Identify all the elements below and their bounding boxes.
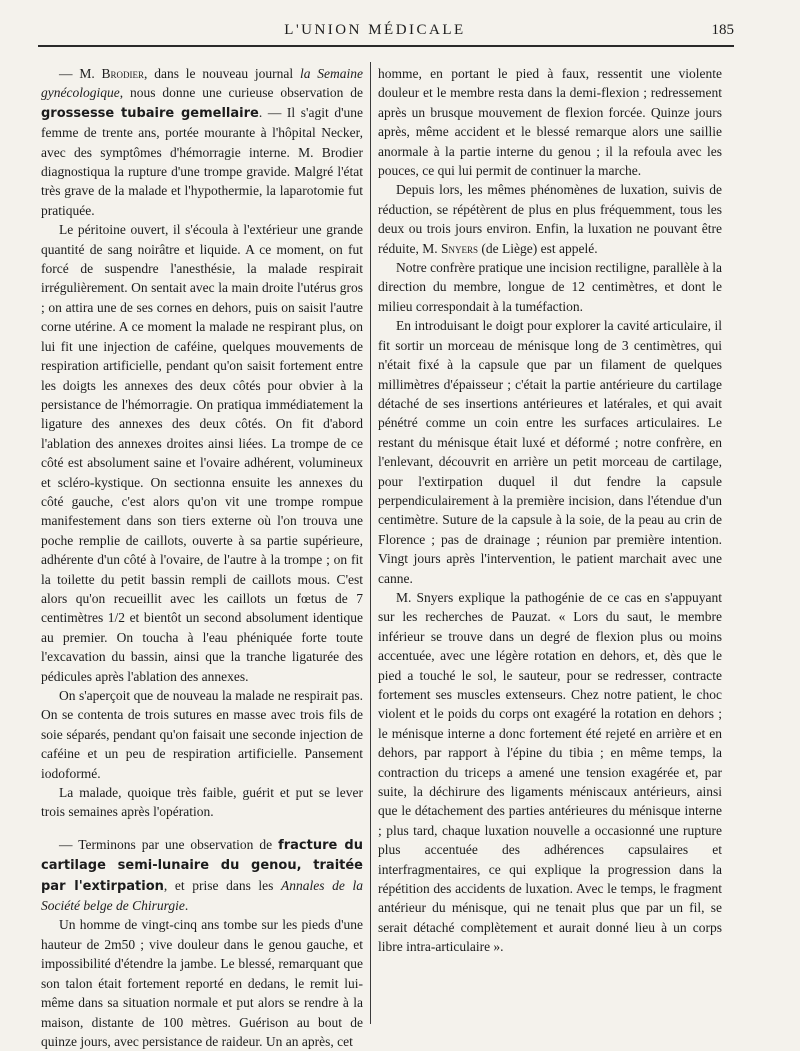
header-rule bbox=[38, 45, 734, 47]
paragraph-respiration: On s'aperçoit que de nouveau la malade ne respirait pas. On se contenta de trois sutures en masse avec trois fils de soie séparés, pendant qu'on faisait une seconde injection de caféine et un peu de respiration artificielle. Pansement iodoformé. bbox=[41, 688, 363, 781]
text-run: Depuis lors, les mêmes phénomènes de luxation, suivis de réduction, se répétèrent de plus en plus fréquemment, tous les deux ou trois jours environ. Enfin, la luxation ne pouvant être réduite, M. bbox=[378, 182, 722, 256]
paragraph-luxation bbox=[378, 180, 722, 258]
right-column bbox=[378, 64, 722, 957]
author-name: Snyers bbox=[441, 240, 479, 256]
page-header bbox=[38, 18, 734, 48]
paragraph-fracture-intro bbox=[41, 835, 363, 916]
article-topic: grossesse tubaire gemellaire bbox=[41, 105, 259, 121]
text-run: . bbox=[184, 898, 189, 914]
paragraph-case-history: Un homme de vingt-cinq ans tombe sur les pieds d'une hauteur de 2m50 ; vive douleur dans le genou gauche, et impossibilité d'étendre la jambe. Le blessé, remarquant que son talon était fortement reporté en dedans, le remit lui-même dans sa situation normale et put alors se rendre à la maison, distante de 100 mètres. Guérison au bout de quinze jours, avec persistance de raideur. Un an après, cet bbox=[41, 917, 363, 1049]
article-topic: fracture du cartilage semi-lunaire du genou, traitée par l'extirpation bbox=[41, 837, 363, 894]
left-column bbox=[41, 64, 363, 1051]
text-run: , nous donne une curieuse observation de bbox=[119, 85, 363, 101]
text-run: — M. bbox=[59, 66, 102, 81]
text-run: (de Liège) est appelé. bbox=[478, 240, 598, 256]
spacer bbox=[41, 822, 363, 835]
paragraph-continuation: homme, en portant le pied à faux, ressentit une violente douleur et le membre resta dans la demi-flexion ; redressement après un brusque mouvement de flexion forcée. Quinze jours après, même accident et le blessé remarque alors une saillie anormale à la partie interne du genou ; il la refoula avec les pouces, ce qui lui permit de continuer la marche. bbox=[378, 66, 722, 179]
paragraph-peritoine: Le péritoine ouvert, il s'écoula à l'extérieur une grande quantité de sang noirâtre et liquide. A ce moment, on fut forcé de suspendre l'anesthésie, la malade respirait irrégulièrement. On sentait avec la main droite l'utérus gros ; on attira une de ses cornes en dehors, puis on saisit l'autre corne utérine. A ce moment la malade ne respirant plus, on lui fit une injection de caféine, quelques mouvements de respiration artificielle, pendant qu'on saisit fortement entre les doigts les annexes des deux côtés pour obvier à la persistance de l'hémorragie. On pratiqua immédiatement la ligature des annexes des deux côtés. On fit d'abord l'ablation des annexes droites ainsi liées. La trompe de ce côté est absolument saine et l'ovaire adhérent, volumineux et scléro-kystique. On sectionna ensuite les annexes du côté gauche, c'est alors qu'on vit une trompe rompue manifestement dans son tiers externe où l'on trouva une poche remplie de caillots, ouverte à sa partie supérieure, adhérente d'un côté à l'ovaire, de l'autre à la trompe ; on fit la toilette du petit bassin rempli de caillots mous. C'est alors qu'on recueillit avec les caillots un fœtus de 7 centimètres 1/2 et bientôt un second absolument identique au premier. On toucha à l'eau phéniquée forte toute l'excavation du bassin, ainsi que la tranche ligaturée des pédicules après l'ablation des annexes. bbox=[41, 222, 363, 684]
text-run: , et prise dans les bbox=[163, 877, 282, 893]
paragraph-menisque: En introduisant le doigt pour explorer la cavité articulaire, il fit sortir un morceau de ménisque long de 3 centimètres, qui n'était fixé à la capsule que par un filament de quelques millimètres d'épaisseur ; c'était la partie antérieure du cartilage détaché de ses insertions antérieures et latérales, et qui avait pénétré comme un coin entre les surfaces articulaires. Le restant du ménisque était luxé et déformé ; notre confrère, en l'enlevant, découvrit en arrière un petit morceau de cartilage, pour l'extirpation duquel il dut fendre la capsule perpendiculairement à la première incision, dans l'étendue d'un centimètre. Suture de la capsule à la soie, de la peau au crin de Florence ; pas de drainage ; réunion par première intention. Vingt jours après l'intervention, le patient marchait avec une canne. bbox=[378, 318, 722, 586]
journal-title: la Semaine gynécologique bbox=[41, 66, 363, 101]
text-run: — Terminons par une observation de bbox=[59, 836, 279, 852]
running-title: L'UNION MÉDICALE bbox=[284, 22, 466, 38]
source-title: Annales de la Société belge de Chirurgie bbox=[41, 877, 363, 914]
text-run: . — Il s'agit d'une femme de trente ans, portée mourante à l'hôpital Necker, avec des symptômes d'hémorragie interne. M. Brodier diagnostiqua la rupture d'une trompe gravide. Malgré l'état très grave de la malade et l'hypothermie, la laparotomie fut pratiquée. bbox=[41, 104, 363, 218]
page-number: 185 bbox=[711, 22, 734, 38]
author-name: Brodier bbox=[101, 66, 145, 81]
paragraph-brodier-intro bbox=[41, 64, 363, 220]
column-divider bbox=[370, 62, 371, 1024]
paragraph-incision: Notre confrère pratique une incision rectiligne, parallèle à la direction du membre, longue de 12 centimètres, et dont le milieu correspondait à la tuméfaction. bbox=[378, 260, 722, 314]
paragraph-guerison: La malade, quoique très faible, guérit et put se lever trois semaines après l'opération. bbox=[41, 785, 363, 820]
paragraph-pathogenie: M. Snyers explique la pathogénie de ce cas en s'appuyant sur les recherches de Pauzat. « Lors du saut, le membre inférieur se trouve dans un degré de flexion plus ou moins accentuée, avec une légère rotation en dehors, et, dès que le pied a touché le sol, le sauteur, pour se redresser, contracte fortement ses muscles extenseurs. Chez notre patient, le choc violent et le poids du corps ont exagéré la rotation en dehors ; le ménisque interne a donc fortement été rejeté en arrière et en dehors, par rapport à l'épine du tibia ; en même temps, la contraction du triceps a amené une tension exagérée et, par suite, la déchirure des ligaments méniscaux antérieurs, ainsi que le détachement des parties antérieures du ménisque interne ; plus tard, chaque luxation nouvelle a occasionné une rupture plus accentuée des adhérences capsulaires et interfragmentaires, ce qui explique la progression dans la répétition des accidents de luxation. Avec le temps, le fragment antérieur du ménisque, qui ne tenait plus que par un fil, se serait détaché complètement et aurait donné lieu à un corps libre intra-articulaire ». bbox=[378, 589, 722, 955]
text-run: , dans le nouveau journal bbox=[144, 66, 300, 81]
